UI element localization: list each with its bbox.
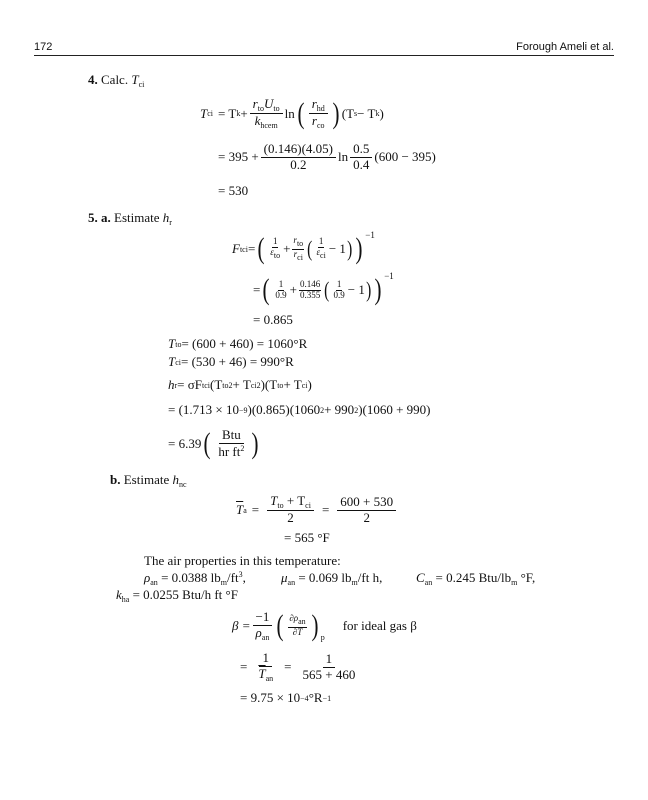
equation-beta-numeric: = $\frac{1}{\overline{T}_{an}}$ = $\frac{1}{565 + 460}$: [240, 650, 356, 683]
equation-hr-result: = 6.39 ( $\frac{\text{Btu}}{hr ft^2}$ ): [168, 426, 259, 460]
equation-tci-rankine: T ci = (530 + 46) = 990°R: [168, 354, 294, 369]
equation-tci: T ci = T k + $\frac{r_{to}U_{to}}{k_{hcem}}$ ln ( $\frac{r_{hd}}{r_{co}}$ ) (T s − T k ): [200, 96, 384, 131]
property-k: $k_{ha} = 0.0255$ Btu/h ft °F: [116, 587, 238, 604]
fraction-rhd-rco: $\frac{r_{hd}}{r_{co}}$: [309, 97, 328, 130]
equation-ta-result: = 565 °F: [284, 530, 330, 545]
equation-beta-result: = 9.75 × 10 −4 °R −1: [240, 690, 332, 705]
page-number: 172: [34, 41, 53, 53]
running-head: Forough Ameli et al.: [516, 41, 614, 53]
equation-beta: β = $\frac{-1}{\rho_{an}}$ ( $\frac{\partial\rho_{an}}{\partial T}$ ) $_p$ for ideal gas β: [232, 609, 417, 643]
equation-tci-result: = 530: [218, 183, 249, 198]
header-rule: [34, 55, 614, 56]
air-properties-text: The air properties in this temperature:: [144, 553, 341, 568]
property-mu: $\mu_{an} = 0.069$ $lb_m/ft$ h,: [281, 570, 383, 587]
step-5b-heading: b. Estimate $h_{nc}$: [110, 472, 187, 489]
step-5a-heading: 5. a. Estimate $h_r$: [88, 210, 172, 227]
equation-ftci: F tci = ( $\frac{1}{\varepsilon_{to}}$ + $\frac{r_{to}}{r_{ci}}$ ( $\frac{1}{\varepsilon_{ci}}$ − 1 ) ) −1: [232, 230, 375, 265]
equation-ftci-result: = 0.865: [253, 312, 293, 327]
equation-tci-numeric: = 395 + $\frac{(0.146)(4.05)}{0.2}$ ln $\frac{0.5}{0.4}$ (600 − 395): [218, 141, 436, 172]
step-4-heading: 4. Calc. $T_{ci}$: [88, 72, 145, 89]
equation-ta: $\overline{T}$ a = $\frac{T_{to} + T_{ci}}{2}$ = $\frac{600 + 530}{2}$: [236, 494, 404, 526]
equation-tto: T to = (600 + 460) = 1060°R: [168, 336, 308, 351]
equation-hr-numeric: = (1.713 × 10 −9 )(0.865)(1060 2 + 990 2 )(1060 + 990): [168, 402, 431, 417]
equation-hr: h r = σF tci (T to 2 + T ci 2 )(T to + T ci ): [168, 377, 312, 392]
property-rho: $\rho_{an} = 0.0388$ $lb_m/ft^3$,: [144, 570, 246, 587]
equation-ftci-numeric: = ( $\frac{1}{0.9}$ + $\frac{0.146}{0.355}$ ( $\frac{1}{0.9}$ − 1 ) ) −1: [253, 271, 394, 306]
property-c: $C_{an} = 0.245$ Btu/$lb_m$ °F,: [416, 570, 536, 587]
fraction-rto-uto: $\frac{r_{to}U_{to}}{k_{hcem}}$: [250, 97, 283, 130]
